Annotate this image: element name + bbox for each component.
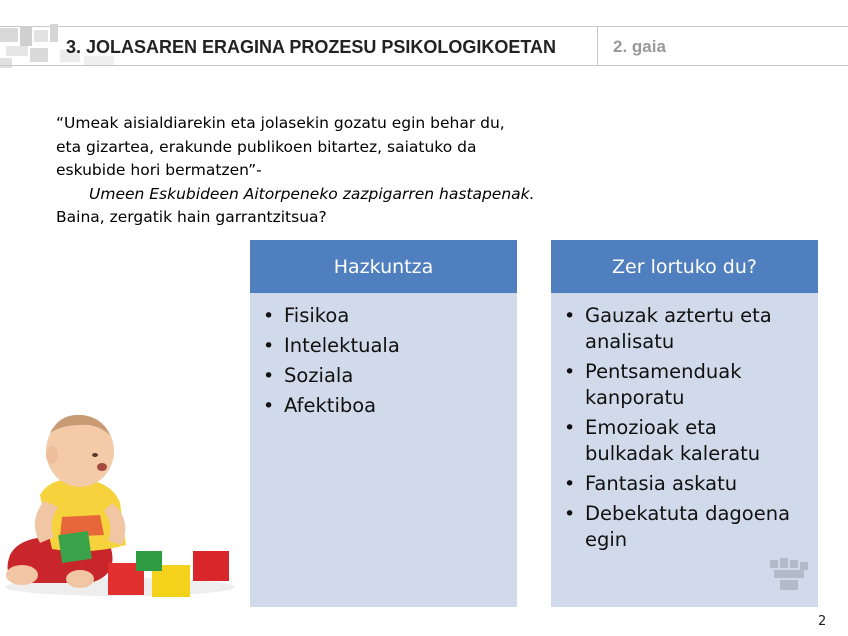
list-item: • Pentsamenduak kanporatu bbox=[585, 359, 810, 411]
card-list bbox=[551, 293, 818, 553]
page-title: 3. JOLASAREN ERAGINA PROZESU PSIKOLOGIKOETAN bbox=[66, 37, 557, 57]
quote-line: eskubide hori bermatzen”- bbox=[56, 161, 262, 179]
quote-question: Baina, zergatik hain garrantzitsua? bbox=[56, 208, 327, 226]
chapter-label: 2. gaia bbox=[613, 37, 666, 56]
university-logo-icon bbox=[768, 558, 812, 592]
list-item: • Emozioak eta bulkadak kaleratu bbox=[585, 415, 810, 467]
list-item: • Soziala bbox=[284, 363, 509, 389]
card-zer-lortuko bbox=[551, 240, 818, 607]
baby-with-blocks-illustration bbox=[0, 405, 245, 600]
list-item: • Gauzak aztertu eta analisatu bbox=[585, 303, 810, 355]
quote-line: eta gizartea, erakunde publikoen bitartez, saiatuko da bbox=[56, 137, 477, 156]
header-separator bbox=[597, 27, 598, 65]
header-rule-top bbox=[0, 26, 848, 27]
page-number: 2 bbox=[818, 614, 827, 629]
quote-source: Umeen Eskubideen Aitorpeneko zazpigarren hastapenak. bbox=[89, 184, 535, 203]
header-rule-bottom bbox=[0, 65, 848, 66]
card-list bbox=[250, 293, 517, 419]
list-item: • Afektiboa bbox=[284, 393, 509, 419]
intro-quote bbox=[56, 112, 616, 230]
list-item: • Intelektuala bbox=[284, 333, 509, 359]
list-item: • Fisikoa bbox=[284, 303, 509, 329]
card-title: Zer lortuko du? bbox=[551, 240, 818, 293]
card-title: Hazkuntza bbox=[250, 240, 517, 293]
card-hazkuntza bbox=[250, 240, 517, 607]
list-item: • Fantasia askatu bbox=[585, 471, 810, 497]
quote-line: “Umeak aisialdiarekin eta jolasekin gozatu egin behar du, bbox=[56, 114, 505, 132]
list-item: • Debekatuta dagoena egin bbox=[585, 501, 810, 553]
